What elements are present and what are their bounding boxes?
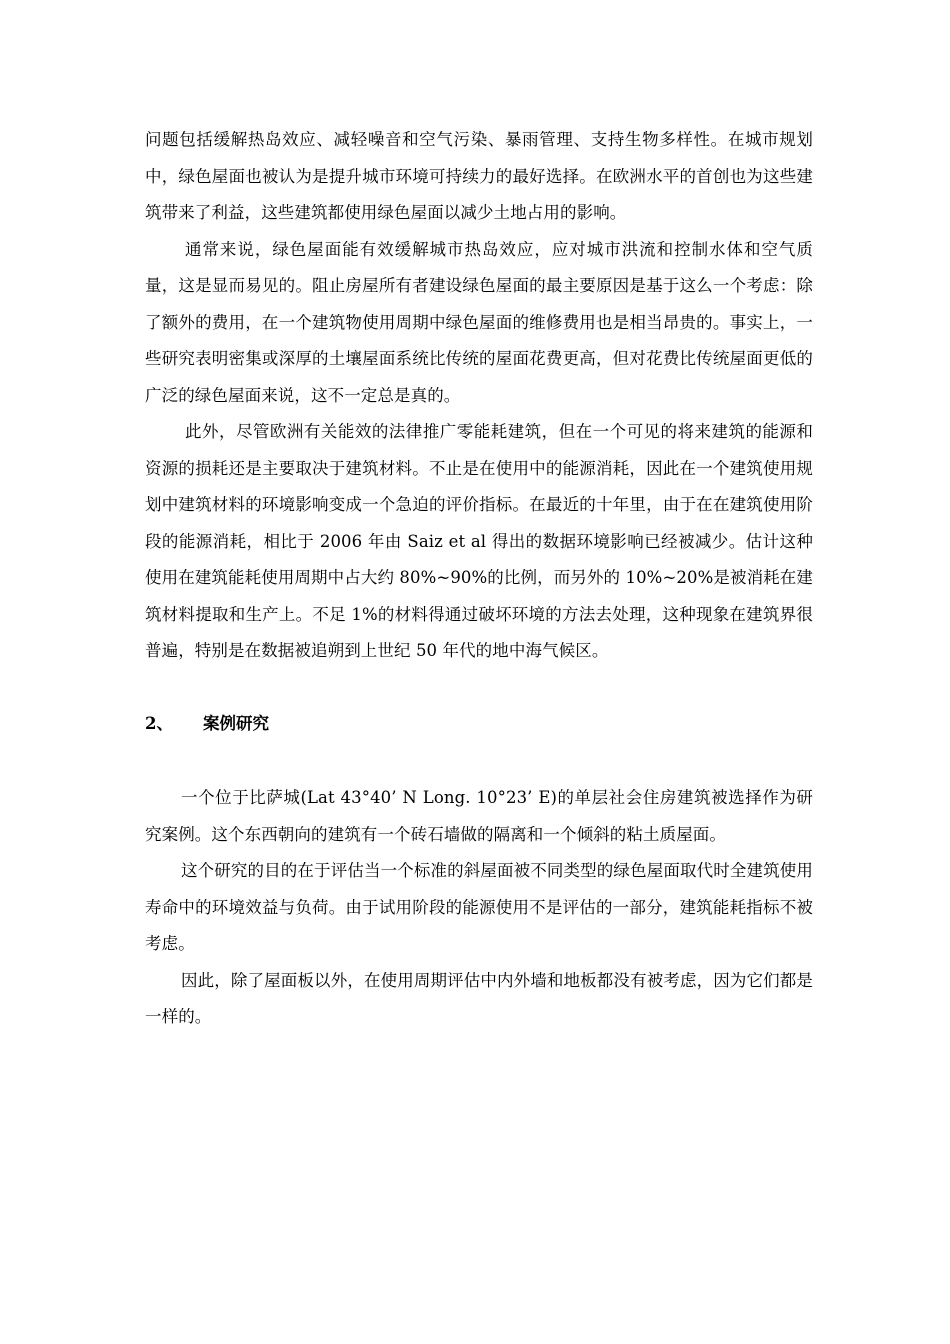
section-number: 2、 — [145, 713, 173, 733]
paragraph-heat-island: 问题包括缓解热岛效应、减轻噪音和空气污染、暴雨管理、支持生物多样性。在城市规划中，绿色屋面也被认为是提升城市环境可持续力的最好选择。在欧洲水平的首创也为这些建筑带来了利益，这些建筑都使用绿色屋面以减少土地占用的影响。 — [145, 130, 813, 222]
paragraph-study-aim: 这个研究的目的在于评估当一个标准的斜屋面被不同类型的绿色屋面取代时全建筑使用寿命中的环境效益与负荷。由于试用阶段的能源使用不是评估的一部分，建筑能耗指标不被考虑。 — [145, 861, 813, 953]
paragraph-exclusions: 因此，除了屋面板以外，在使用周期评估中内外墙和地板都没有被考虑，因为它们都是一样的。 — [145, 970, 813, 1026]
document-body — [145, 122, 813, 1036]
paragraph-green-roof-costs: 通常来说，绿色屋面能有效缓解城市热岛效应，应对城市洪流和控制水体和空气质量，这是显而易见的。阻止房屋所有者建设绿色屋面的最主要原因是基于这么一个考虑：除了额外的费用，在一个建筑物使用周期中绿色屋面的维修费用也是相当昂贵的。事实上，一些研究表明密集或深厚的土壤屋面系统比传统的屋面花费更高，但对花费比传统屋面更低的广泛的绿色屋面来说，这不一定总是真的。 — [145, 239, 813, 405]
paragraph-building-materials: 此外，尽管欧洲有关能效的法律推广零能耗建筑，但在一个可见的将来建筑的能源和资源的损耗还是主要取决于建筑材料。不止是在使用中的能源消耗，因此在一个建筑使用规划中建筑材料的环境影响变成一个急迫的评价指标。在最近的十年里，由于在在建筑使用阶段的能源消耗，相比于 2006 年由 Saiz et al 得出的数据环境影响已经被减少。估计这种使用在建筑能耗使用周期中占大约 80%~90%的比例，而另外的 10%~20%是被消耗在建筑材料提取和生产上。不足 1%的材料得通过破坏环境的方法去处理，这种现象在建筑界很普遍，特别是在数据被追朔到上世纪 50 年代的地中海气候区。 — [145, 422, 813, 660]
section-heading — [145, 706, 813, 743]
section-title: 案例研究 — [203, 713, 269, 733]
paragraph-case-building: 一个位于比萨城(Lat 43°40’ N Long. 10°23’ E)的单层社会住房建筑被选择作为研究案例。这个东西朝向的建筑有一个砖石墙做的隔离和一个倾斜的粘土质屋面。 — [145, 788, 813, 844]
